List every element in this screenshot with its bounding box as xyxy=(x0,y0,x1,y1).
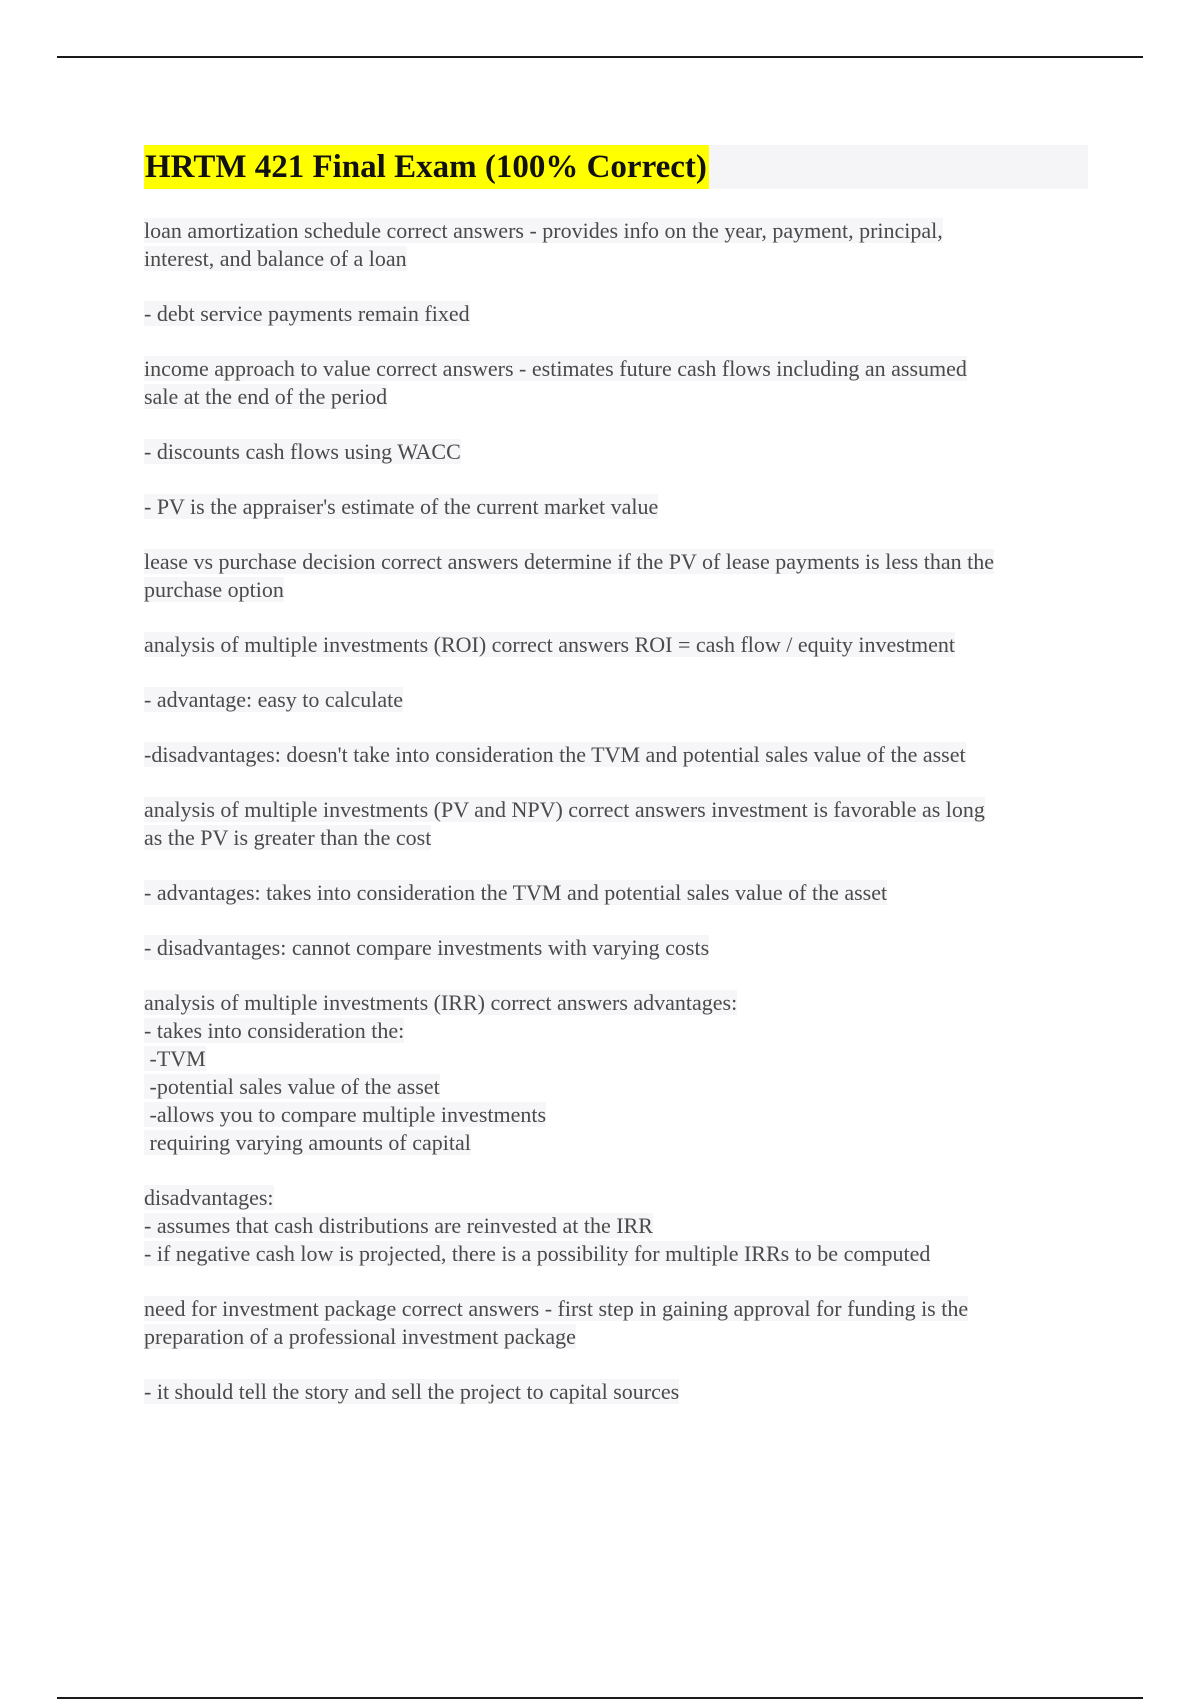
paragraph: - advantages: takes into consideration the TVM and potential sales value of the asset xyxy=(144,880,888,905)
header-rule xyxy=(57,56,1143,58)
document-title: HRTM 421 Final Exam (100% Correct) xyxy=(144,145,709,189)
paragraph: analysis of multiple investments (PV and NPV) correct answers investment is favorable as long as the PV is greater than the cost xyxy=(144,797,985,850)
paragraph: - debt service payments remain fixed xyxy=(144,301,470,326)
paragraph: - PV is the appraiser's estimate of the current market value xyxy=(144,494,659,519)
paragraph: need for investment package correct answers - first step in gaining approval for funding is the preparation of a professional investment package xyxy=(144,1296,969,1349)
paragraph: disadvantages: - assumes that cash distributions are reinvested at the IRR - if negative cash low is projected, there is a possibility for multiple IRRs to be computed xyxy=(144,1185,931,1266)
paragraph: -disadvantages: doesn't take into consideration the TVM and potential sales value of the asset xyxy=(144,742,966,767)
paragraph: - advantage: easy to calculate xyxy=(144,687,403,712)
paragraph: - it should tell the story and sell the project to capital sources xyxy=(144,1379,680,1404)
paragraph: loan amortization schedule correct answers - provides info on the year, payment, principal, interest, and balance of a loan xyxy=(144,218,943,271)
paragraph: analysis of multiple investments (ROI) correct answers ROI = cash flow / equity investment xyxy=(144,632,955,657)
paragraph: - discounts cash flows using WACC xyxy=(144,439,461,464)
paragraph: - disadvantages: cannot compare investments with varying costs xyxy=(144,935,710,960)
footer-rule xyxy=(57,1697,1143,1699)
paragraph: income approach to value correct answers - estimates future cash flows including an assumed sale at the end of the period xyxy=(144,356,967,409)
paragraph: analysis of multiple investments (IRR) correct answers advantages: - takes into consideration the: -TVM -potential sales value of the asset -allows you to compare multiple investments requiring varying amounts of capital xyxy=(144,990,738,1155)
title-bar xyxy=(144,145,1088,189)
document-body xyxy=(144,145,1088,1433)
paragraph: lease vs purchase decision correct answers determine if the PV of lease payments is less than the purchase option xyxy=(144,549,994,602)
